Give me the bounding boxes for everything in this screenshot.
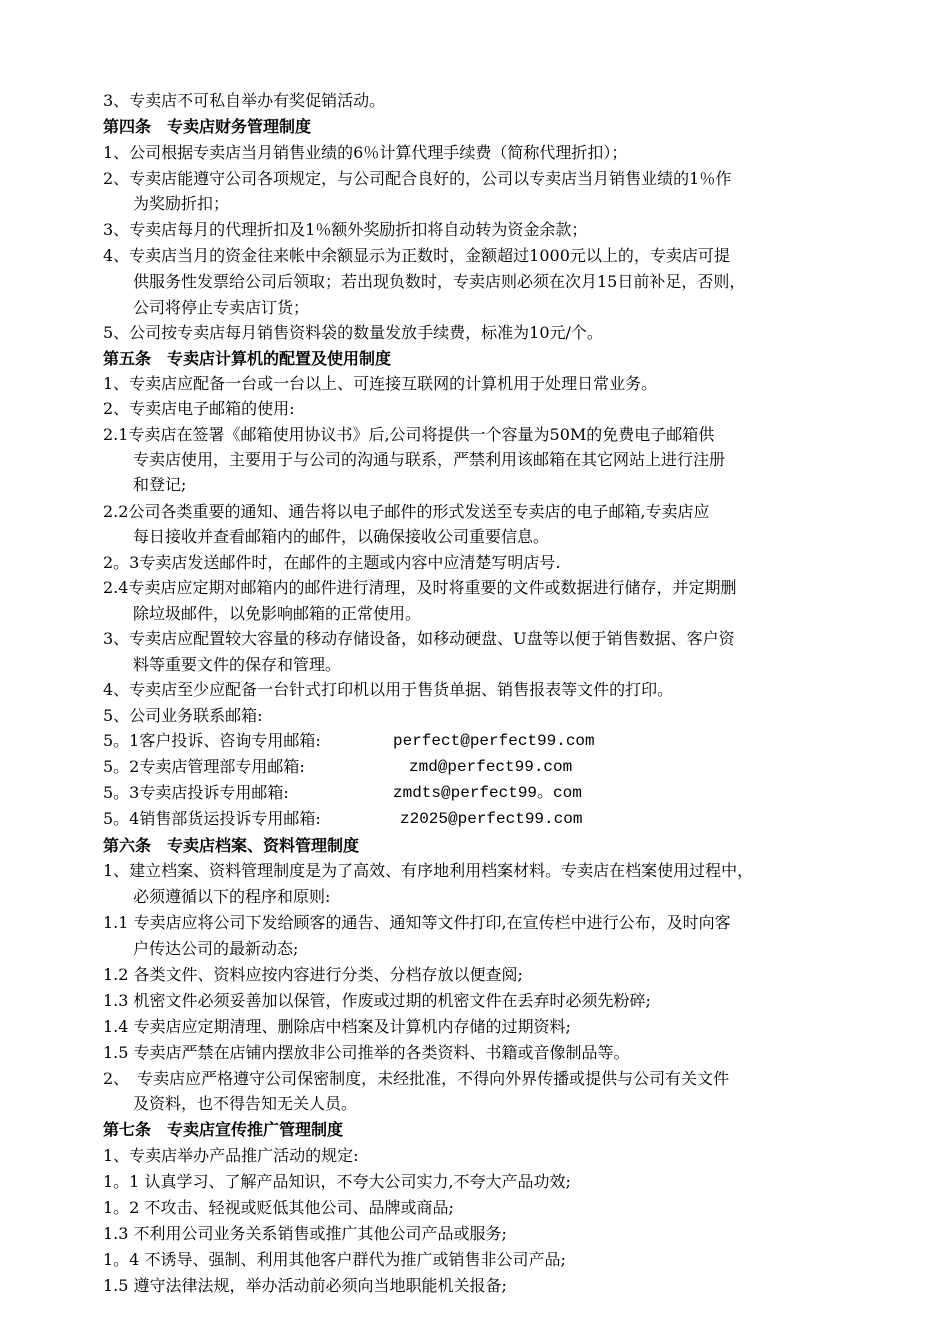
text-line: 2.1专卖店在签署《邮箱使用协议书》后,公司将提供一个容量为50M的免费电子邮箱供 xyxy=(103,425,715,444)
text-line: 5。3专卖店投诉专用邮箱: xyxy=(103,783,289,802)
text-line: 1.2 各类文件、资料应按内容进行分类、分档存放以便查阅; xyxy=(103,965,523,984)
email-address: zmdts@perfect99。com xyxy=(393,784,582,802)
text-line: 4、专卖店至少应配备一台针式打印机以用于售货单据、销售报表等文件的打印。 xyxy=(103,680,674,699)
text-line: 3、专卖店应配置较大容量的移动存储设备，如移动硬盘、U盘等以便于销售数据、客户资 xyxy=(103,629,735,648)
email-address: z2025@perfect99.com xyxy=(400,810,583,828)
text-line: 2.2公司各类重要的通知、通告将以电子邮件的形式发送至专卖店的电子邮箱,专卖店应 xyxy=(103,502,710,521)
text-line: 1、公司根据专卖店当月销售业绩的6％计算代理手续费（简称代理折扣）； xyxy=(103,143,628,162)
text-line: 为奖励折扣； xyxy=(133,194,230,213)
text-line: 5。4销售部货运投诉专用邮箱: xyxy=(103,809,321,828)
text-line: 5、公司业务联系邮箱: xyxy=(103,706,263,725)
text-line: 1、建立档案、资料管理制度是为了高效、有序地利用档案材料。专卖店在档案使用过程中， xyxy=(103,861,754,880)
text-line: 供服务性发票给公司后领取；若出现负数时，专卖店则必须在次月15日前补足，否则， xyxy=(133,272,746,291)
text-line: 必须遵循以下的程序和原则: xyxy=(133,887,331,906)
text-line: 3、专卖店每月的代理折扣及1％额外奖励折扣将自动转为资金余款； xyxy=(103,220,588,239)
text-line: 2、专卖店电子邮箱的使用: xyxy=(103,399,295,418)
section-heading: 第四条 专卖店财务管理制度 xyxy=(103,117,312,136)
text-line: 1、专卖店举办产品推广活动的规定: xyxy=(103,1146,359,1165)
text-line: 3、专卖店不可私自举办有奖促销活动。 xyxy=(103,91,386,110)
text-line: 1.5 专卖店严禁在店铺内摆放非公司推举的各类资料、书籍或音像制品等。 xyxy=(103,1043,630,1062)
text-line: 5、公司按专卖店每月销售资料袋的数量发放手续费，标准为10元/个。 xyxy=(103,323,603,342)
text-line: 1、专卖店应配备一台或一台以上、可连接互联网的计算机用于处理日常业务。 xyxy=(103,374,658,393)
email-address: zmd@perfect99.com xyxy=(409,758,573,776)
email-address: perfect@perfect99.com xyxy=(393,732,595,750)
text-line: 除垃圾邮件，以免影响邮箱的正常使用。 xyxy=(133,604,422,623)
text-line: 1。4 不诱导、强制、利用其他客户群代为推广或销售非公司产品; xyxy=(103,1250,566,1269)
text-line: 1。2 不攻击、轻视或贬低其他公司、品牌或商品; xyxy=(103,1198,454,1217)
text-line: 2。3专卖店发送邮件时，在邮件的主题或内容中应清楚写明店号. xyxy=(103,553,561,572)
text-line: 2.4专卖店应定期对邮箱内的邮件进行清理，及时将重要的文件或数据进行储存，并定期删 xyxy=(103,578,737,597)
text-line: 1.4 专卖店应定期清理、删除店中档案及计算机内存储的过期资料; xyxy=(103,1017,571,1036)
text-line: 每日接收并查看邮箱内的邮件，以确保接收公司重要信息。 xyxy=(133,527,550,546)
text-line: 1.1 专卖店应将公司下发给顾客的通告、通知等文件打印,在宣传栏中进行公布，及时向客 xyxy=(103,913,731,932)
text-line: 1.5 遵守法律法规，举办活动前必须向当地职能机关报备; xyxy=(103,1276,507,1295)
section-heading: 第七条 专卖店宣传推广管理制度 xyxy=(103,1120,344,1139)
section-heading: 第六条 专卖店档案、资料管理制度 xyxy=(103,836,360,855)
text-line: 及资料，也不得告知无关人员。 xyxy=(133,1094,358,1113)
text-line: 和登记; xyxy=(133,475,187,494)
text-line: 5。1客户投诉、咨询专用邮箱: xyxy=(103,731,321,750)
section-heading: 第五条 专卖店计算机的配置及使用制度 xyxy=(103,349,392,368)
text-line: 2、专卖店能遵守公司各项规定，与公司配合良好的，公司以专卖店当月销售业绩的1％作 xyxy=(103,169,732,188)
text-line: 专卖店使用，主要用于与公司的沟通与联系，严禁利用该邮箱在其它网站上进行注册 xyxy=(133,450,726,469)
text-line: 1.3 不利用公司业务关系销售或推广其他公司产品或服务; xyxy=(103,1224,507,1243)
text-line: 户传达公司的最新动态; xyxy=(133,939,299,958)
text-line: 4、专卖店当月的资金往来帐中余额显示为正数时，金额超过1000元以上的，专卖店可提 xyxy=(103,246,730,265)
text-line: 5。2专卖店管理部专用邮箱: xyxy=(103,757,305,776)
text-line: 2、 专卖店应严格遵守公司保密制度，未经批准，不得向外界传播或提供与公司有关文件 xyxy=(103,1069,730,1088)
text-line: 料等重要文件的保存和管理。 xyxy=(133,655,342,674)
text-line: 1.3 机密文件必须妥善加以保管，作废或过期的机密文件在丢弃时必须先粉碎; xyxy=(103,991,651,1010)
text-line: 公司将停止专卖店订货； xyxy=(133,298,310,317)
text-line: 1。1 认真学习、了解产品知识，不夸大公司实力,不夸大产品功效; xyxy=(103,1172,571,1191)
